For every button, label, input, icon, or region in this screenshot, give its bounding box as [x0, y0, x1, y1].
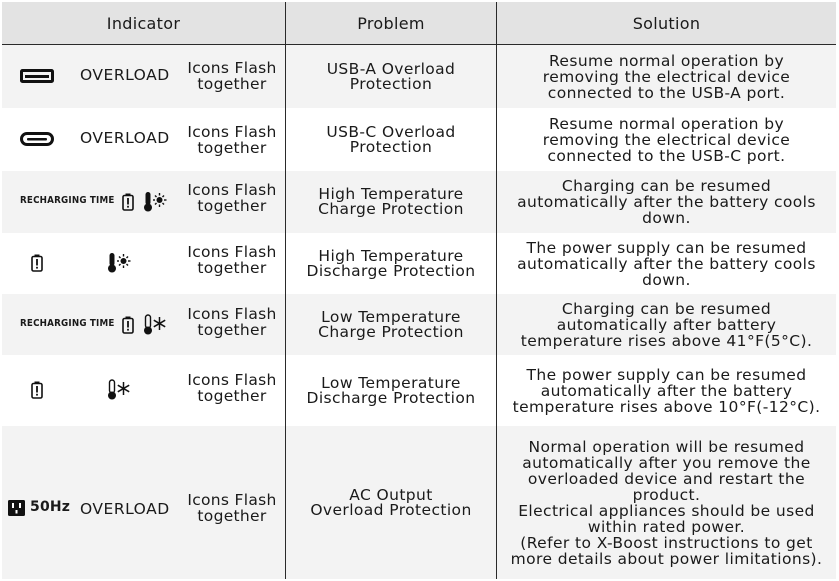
problem-text: USB-C Overload Protection	[326, 122, 456, 156]
solution-text: Charging can be resumed automatically after the battery cools down.	[517, 177, 816, 227]
battery-warning-icon	[31, 254, 43, 272]
solution-text: Charging can be resumed automatically after battery temperature rises above 41°F(5°C).	[520, 299, 813, 350]
problem-text: Low Temperature Discharge Protection	[306, 373, 476, 407]
solution-cell	[497, 108, 836, 171]
solution-cell	[497, 171, 836, 233]
table-row	[2, 355, 836, 426]
indicator-cell	[2, 108, 286, 171]
header-indicator: Indicator	[2, 2, 286, 44]
problem-text: AC Output Overload Protection	[310, 485, 472, 519]
overload-label: OVERLOAD	[80, 129, 170, 147]
thermometer-snowflake-icon	[143, 314, 167, 336]
solution-text: The power supply can be resumed automatically after the battery temperature rises above 10°F(-12°C).	[512, 365, 821, 416]
recharging-time-label: RECHARGING TIME	[20, 195, 115, 206]
recharging-time-label: RECHARGING TIME	[20, 318, 115, 329]
indicator-cell	[2, 426, 286, 579]
problem-cell	[286, 294, 497, 355]
flash-note: Icons Flash together	[187, 181, 277, 215]
battery-warning-icon	[122, 316, 134, 334]
usb-c-port-icon	[20, 132, 54, 146]
thermometer-sun-icon	[143, 191, 167, 213]
table-header	[2, 2, 836, 45]
ac-outlet-icon	[8, 500, 25, 516]
problem-text: Low Temperature Charge Protection	[318, 307, 464, 341]
table-row	[2, 171, 836, 233]
problem-cell	[286, 45, 497, 108]
battery-warning-icon	[122, 193, 134, 211]
solution-text: Resume normal operation by removing the electrical device connected to the USB-C port.	[542, 114, 791, 165]
flash-note: Icons Flash together	[187, 243, 277, 277]
indicator-cell	[2, 171, 286, 233]
indicator-cell	[2, 355, 286, 426]
solution-cell	[497, 45, 836, 108]
indicator-cell	[2, 294, 286, 355]
overload-label: OVERLOAD	[80, 66, 170, 84]
problem-cell	[286, 355, 497, 426]
problem-cell	[286, 171, 497, 233]
problem-cell	[286, 233, 497, 294]
header-solution: Solution	[632, 13, 701, 33]
flash-note: Icons Flash together	[187, 305, 277, 339]
solution-cell	[497, 233, 836, 294]
problem-text: High Temperature Charge Protection	[318, 185, 464, 218]
solution-cell	[497, 426, 836, 579]
solution-cell	[497, 355, 836, 426]
flash-note: Icons Flash together	[187, 491, 277, 525]
table-row	[2, 233, 836, 294]
solution-text: The power supply can be resumed automatically after the battery cools down.	[517, 238, 816, 289]
battery-warning-icon	[31, 381, 43, 399]
flash-note: Icons Flash together	[187, 123, 277, 157]
protection-table	[2, 2, 836, 579]
table-row	[2, 426, 836, 579]
table-row	[2, 45, 836, 108]
problem-text: USB-A Overload Protection	[326, 59, 456, 93]
table-row	[2, 294, 836, 355]
problem-cell	[286, 426, 497, 579]
solution-cell	[497, 294, 836, 355]
solution-text: Resume normal operation by removing the electrical device connected to the USB-A port.	[542, 51, 791, 102]
thermometer-sun-icon	[107, 252, 131, 274]
flash-note: Icons Flash together	[187, 59, 277, 93]
solution-text: Normal operation will be resumed automatically after you remove the overloaded device and restart the product. Electrical appliances should be used within rated power. (Refer to X-Boost instructions to get more details about power limitations).	[510, 437, 823, 568]
indicator-cell	[2, 45, 286, 108]
problem-cell	[286, 108, 497, 171]
frequency-label: 50Hz	[30, 499, 71, 515]
problem-text: High Temperature Discharge Protection	[306, 246, 476, 280]
header-problem: Problem	[286, 2, 497, 44]
thermometer-snowflake-icon	[107, 379, 131, 401]
usb-a-port-icon	[20, 69, 54, 83]
flash-note: Icons Flash together	[187, 371, 277, 405]
overload-label: OVERLOAD	[80, 500, 170, 518]
indicator-cell	[2, 233, 286, 294]
table-row	[2, 108, 836, 171]
